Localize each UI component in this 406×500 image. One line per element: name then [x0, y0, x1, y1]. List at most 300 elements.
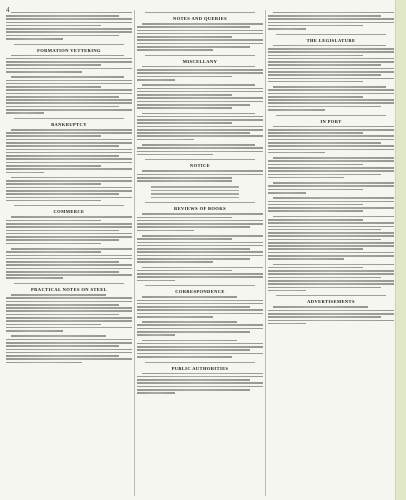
text-line — [268, 283, 394, 285]
text-line — [137, 147, 263, 149]
text-line — [6, 236, 132, 238]
text-line — [11, 129, 132, 131]
text-line — [6, 301, 132, 303]
text-line — [268, 222, 394, 224]
text-line — [268, 245, 394, 247]
paragraph — [6, 76, 132, 114]
text-line — [273, 12, 394, 14]
text-line — [6, 64, 101, 66]
text-line — [268, 201, 394, 203]
paragraph-gap — [268, 111, 394, 113]
text-line — [268, 273, 394, 275]
text-line — [268, 129, 394, 131]
text-line — [137, 33, 263, 35]
section-rule — [145, 12, 255, 13]
text-line — [137, 334, 175, 336]
text-line — [142, 23, 263, 25]
paragraph — [268, 306, 394, 324]
text-line — [137, 177, 232, 179]
paragraph-gap — [6, 40, 132, 42]
text-line — [268, 64, 381, 66]
text-line — [137, 49, 213, 51]
text-line — [268, 28, 306, 30]
text-line — [6, 277, 63, 279]
text-line — [137, 328, 263, 330]
text-line — [268, 219, 363, 221]
text-line — [137, 313, 263, 315]
text-line — [268, 102, 394, 104]
text-line — [137, 273, 263, 275]
section-rule — [14, 283, 124, 284]
text-line — [137, 306, 250, 308]
text-line — [137, 220, 263, 222]
section-heading: PUBLIC AUTHORITIES — [171, 365, 229, 371]
text-line — [6, 268, 132, 270]
text-line — [268, 252, 394, 254]
text-line — [137, 270, 232, 272]
text-line — [137, 91, 263, 93]
text-line — [6, 89, 132, 91]
text-line — [137, 316, 213, 318]
text-line — [6, 345, 119, 347]
text-line — [268, 232, 394, 234]
paragraph-gap — [6, 73, 132, 75]
text-line — [137, 46, 250, 48]
paragraph-gap — [268, 324, 394, 326]
text-line — [6, 310, 132, 312]
text-line — [268, 280, 394, 282]
section-heading: NOTICE — [189, 163, 211, 169]
paragraph — [137, 267, 263, 282]
text-line — [6, 327, 132, 329]
text-line — [6, 96, 119, 98]
section-rule — [145, 202, 255, 203]
section-heading: MISCELLANY — [182, 58, 218, 64]
text-line — [137, 392, 175, 394]
paragraph-gap — [137, 336, 263, 338]
text-line — [268, 267, 363, 269]
text-line — [137, 343, 263, 345]
text-line — [6, 112, 44, 114]
text-line — [11, 216, 132, 218]
section-heading: NOTES AND QUERIES — [172, 16, 228, 21]
text-line — [6, 71, 82, 73]
text-line — [6, 22, 132, 24]
text-line — [268, 71, 394, 73]
text-line — [137, 353, 263, 355]
section-heading: COMMERCE — [53, 209, 85, 215]
paragraph — [137, 213, 263, 231]
text-line — [137, 280, 175, 282]
column-2 — [137, 10, 263, 496]
text-line — [6, 180, 132, 182]
section-heading: PRACTICAL NOTES ON STEEL — [31, 287, 107, 293]
text-line — [6, 223, 132, 225]
section-rule — [276, 115, 386, 116]
paragraph-gap — [6, 244, 132, 246]
paragraph-gap — [137, 155, 263, 157]
text-line — [268, 192, 306, 194]
text-line — [6, 274, 132, 276]
column-3 — [268, 10, 394, 496]
section-rule — [145, 159, 255, 160]
text-line — [6, 168, 132, 170]
text-line — [6, 158, 132, 160]
section-heading: CORRESPONDENCE — [175, 289, 225, 295]
text-line — [137, 101, 263, 103]
text-line — [6, 271, 119, 273]
text-line — [273, 197, 394, 199]
text-line — [268, 313, 394, 315]
paragraph-gap — [6, 114, 132, 116]
text-line — [273, 45, 386, 47]
paragraph-gap — [137, 81, 263, 83]
text-line — [6, 349, 132, 351]
text-line — [268, 106, 381, 108]
text-line — [142, 321, 237, 323]
text-line — [273, 157, 394, 159]
text-line — [273, 264, 394, 266]
text-line — [137, 245, 263, 247]
column-1 — [6, 10, 132, 496]
text-line — [268, 51, 394, 53]
text-line — [268, 61, 394, 63]
text-line — [273, 306, 368, 308]
text-line — [268, 74, 381, 76]
paragraph-gap — [6, 173, 132, 175]
text-line — [6, 324, 101, 326]
text-line — [137, 258, 250, 260]
paragraph — [268, 86, 394, 111]
text-line — [268, 189, 363, 191]
text-line — [137, 135, 263, 137]
text-line — [268, 142, 381, 144]
text-line — [6, 230, 119, 232]
paragraph — [268, 216, 394, 260]
paragraph-gap — [268, 30, 394, 32]
text-line — [142, 66, 255, 68]
text-line — [137, 26, 250, 28]
text-line — [11, 76, 124, 78]
text-line — [137, 94, 232, 96]
text-line — [6, 162, 132, 164]
list-item — [151, 193, 239, 195]
text-line — [268, 18, 394, 20]
text-line — [137, 88, 263, 90]
text-line — [137, 303, 263, 305]
paragraph-gap — [137, 109, 263, 111]
section-heading: THE LEGISLATURE — [306, 37, 356, 43]
text-line — [6, 197, 132, 199]
paragraph-gap — [137, 281, 263, 283]
text-line — [6, 183, 101, 185]
section-rule — [276, 34, 386, 35]
paragraph — [268, 157, 394, 178]
text-line — [137, 132, 250, 134]
text-line — [137, 30, 263, 32]
text-line — [6, 172, 44, 174]
text-line — [6, 86, 101, 88]
section-heading: BANKRUPTCY — [51, 121, 87, 127]
text-line — [6, 18, 132, 20]
text-line — [6, 243, 101, 245]
paragraph-gap — [268, 153, 394, 155]
text-line — [137, 122, 232, 124]
text-line — [11, 248, 132, 250]
paragraph-gap — [137, 182, 263, 184]
text-line — [6, 38, 63, 40]
text-line — [137, 104, 250, 106]
text-line — [6, 358, 132, 360]
text-line — [137, 379, 250, 381]
text-line — [268, 167, 394, 169]
paragraph-gap — [268, 260, 394, 262]
text-line — [268, 258, 344, 260]
column-rule — [265, 10, 266, 496]
page-number: 4 — [6, 6, 10, 14]
text-line — [268, 277, 381, 279]
text-line — [6, 190, 132, 192]
text-line — [268, 316, 381, 318]
paragraph — [6, 129, 132, 173]
paragraph-gap — [6, 332, 132, 334]
text-line — [268, 145, 394, 147]
text-line — [268, 185, 394, 187]
text-line — [6, 193, 119, 195]
text-line — [6, 31, 132, 33]
text-line — [137, 154, 213, 156]
text-line — [137, 139, 194, 141]
text-line — [268, 174, 381, 176]
paragraph-gap — [6, 201, 132, 203]
text-line — [137, 79, 175, 81]
text-line — [142, 170, 263, 172]
text-line — [142, 84, 255, 86]
text-line — [137, 129, 263, 131]
text-line — [6, 251, 101, 253]
text-line — [268, 255, 394, 257]
text-line — [268, 93, 394, 95]
text-line — [11, 335, 106, 337]
section-rule — [145, 285, 255, 286]
paragraph-gap — [6, 279, 132, 281]
text-line — [137, 36, 232, 38]
paragraph — [137, 170, 263, 181]
text-line — [268, 160, 394, 162]
text-line — [137, 324, 263, 326]
paragraph — [6, 335, 132, 363]
text-line — [6, 35, 119, 37]
text-line — [137, 39, 263, 41]
text-line — [6, 61, 132, 63]
text-line — [6, 132, 132, 134]
list-item — [151, 190, 239, 192]
text-line — [268, 55, 363, 57]
text-line — [11, 55, 124, 57]
section-rule — [14, 118, 124, 119]
text-line — [6, 339, 132, 341]
section-rule — [145, 55, 255, 56]
text-line — [268, 239, 381, 241]
text-line — [142, 267, 263, 269]
text-line — [268, 81, 363, 83]
text-line — [268, 270, 394, 272]
paragraph — [6, 12, 132, 40]
text-line — [142, 296, 237, 298]
section-rule — [276, 295, 386, 296]
text-line — [268, 164, 363, 166]
text-line — [142, 373, 263, 375]
paragraph-gap — [137, 318, 263, 320]
text-line — [268, 25, 363, 27]
list-item — [151, 186, 239, 188]
text-line — [142, 144, 255, 146]
text-line — [268, 235, 394, 237]
paragraph — [6, 55, 132, 73]
text-line — [268, 242, 394, 244]
text-line — [137, 248, 250, 250]
text-line — [6, 155, 119, 157]
text-line — [268, 22, 394, 24]
paragraph-gap — [137, 140, 263, 142]
text-line — [137, 331, 250, 333]
text-line — [273, 216, 394, 218]
text-line — [6, 233, 132, 235]
text-line — [268, 48, 394, 50]
paragraph-gap — [6, 363, 132, 365]
text-line — [6, 83, 132, 85]
text-line — [268, 204, 363, 206]
text-line — [268, 109, 325, 111]
paragraph — [137, 84, 263, 109]
text-line — [268, 229, 381, 231]
text-line — [268, 177, 344, 179]
text-line — [268, 135, 394, 137]
text-line — [137, 217, 232, 219]
text-line — [137, 389, 250, 391]
text-line — [268, 78, 394, 80]
paragraph-gap — [137, 358, 263, 360]
text-line — [268, 323, 306, 325]
paragraph — [268, 264, 394, 292]
text-line — [137, 300, 263, 302]
text-line — [6, 317, 132, 319]
text-line — [6, 258, 132, 260]
text-line — [11, 177, 132, 179]
text-line — [6, 15, 119, 17]
section-rule — [145, 362, 255, 363]
text-line — [142, 340, 237, 342]
paragraph — [268, 197, 394, 212]
text-line — [137, 251, 263, 253]
text-line — [6, 149, 132, 151]
paragraph — [268, 182, 394, 193]
text-line — [6, 220, 101, 222]
text-line — [268, 96, 363, 98]
text-line — [6, 93, 132, 95]
page-edge — [395, 0, 406, 500]
text-line — [137, 76, 232, 78]
text-line — [137, 356, 232, 358]
paragraph — [6, 248, 132, 279]
text-line — [137, 386, 263, 388]
text-line — [137, 43, 263, 45]
text-line — [6, 139, 132, 141]
text-line — [6, 362, 82, 364]
paragraph-gap — [268, 291, 394, 293]
text-line — [6, 135, 101, 137]
section-heading: ADVERTISEMENTS — [307, 299, 355, 305]
text-line — [137, 72, 263, 74]
text-line — [6, 145, 119, 147]
text-line — [268, 152, 325, 154]
paragraph — [268, 45, 394, 83]
text-line — [137, 238, 232, 240]
text-line — [6, 355, 119, 357]
paragraph-gap — [137, 263, 263, 265]
text-line — [137, 349, 250, 351]
text-line — [6, 25, 101, 27]
text-line — [6, 239, 119, 241]
text-line — [6, 99, 132, 101]
text-line — [137, 151, 263, 153]
text-line — [273, 86, 386, 88]
text-line — [6, 80, 132, 82]
paragraph — [137, 296, 263, 317]
text-line — [6, 152, 132, 154]
text-line — [11, 12, 132, 14]
text-line — [137, 174, 263, 176]
paragraph — [137, 113, 263, 141]
section-heading: FORMATION VETTERING — [37, 47, 101, 53]
text-line — [6, 304, 119, 306]
text-line — [273, 182, 394, 184]
text-line — [6, 106, 119, 108]
text-line — [6, 187, 132, 189]
text-line — [273, 126, 394, 128]
paragraph — [137, 23, 263, 51]
paragraph — [137, 235, 263, 263]
text-line — [6, 330, 63, 332]
section-heading: REVIEWS OF BOOKS — [174, 206, 226, 212]
text-line — [142, 213, 263, 215]
text-line — [6, 307, 132, 309]
text-line — [137, 261, 213, 263]
text-line — [6, 255, 132, 257]
paragraph — [268, 12, 394, 30]
list-item — [151, 197, 239, 199]
paragraph-gap — [137, 51, 263, 53]
text-line — [6, 342, 132, 344]
paragraph — [137, 144, 263, 155]
text-line — [268, 149, 394, 151]
text-line — [6, 165, 101, 167]
text-line — [6, 109, 132, 111]
paragraph-gap — [268, 194, 394, 196]
text-line — [137, 346, 263, 348]
text-line — [268, 15, 381, 17]
text-line — [6, 226, 132, 228]
paragraph-gap — [137, 394, 263, 396]
text-line — [268, 139, 394, 141]
text-line — [6, 28, 132, 30]
text-line — [6, 352, 132, 354]
paragraph — [6, 177, 132, 202]
text-line — [268, 207, 394, 209]
section-rule — [14, 44, 124, 45]
paragraph — [6, 294, 132, 332]
text-line — [6, 200, 101, 202]
